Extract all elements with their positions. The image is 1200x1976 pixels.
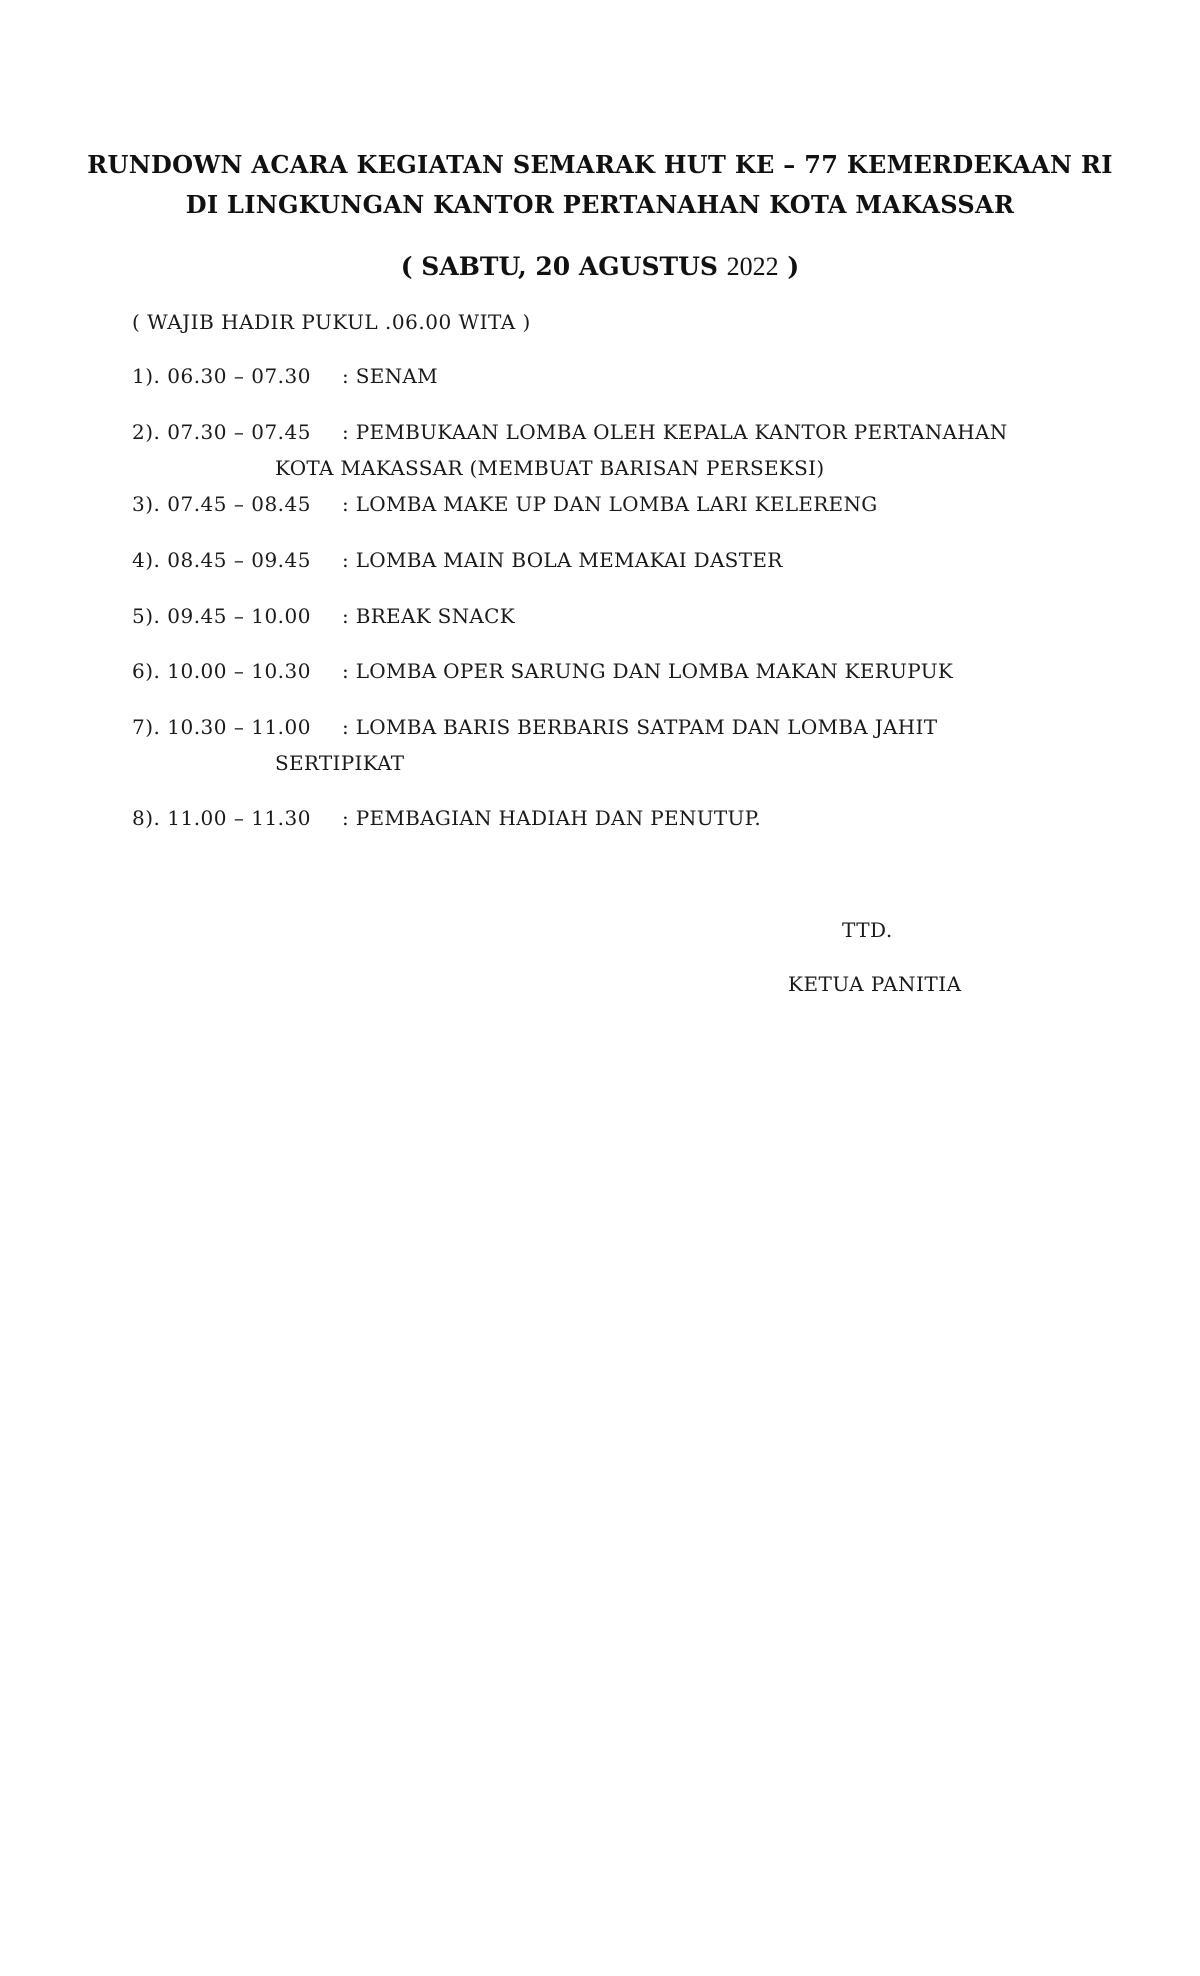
schedule-description: : PEMBUKAAN LOMBA OLEH KEPALA KANTOR PERTANAHAN [342, 420, 1008, 444]
schedule-description: : BREAK SNACK [342, 604, 515, 628]
document-title-line-1: RUNDOWN ACARA KEGIATAN SEMARAK HUT KE – 77 KEMERDEKAAN RI [87, 150, 1113, 179]
document-title-line-2: DI LINGKUNGAN KANTOR PERTANAHAN KOTA MAKASSAR [185, 190, 1015, 219]
schedule-time: 8). 11.00 – 11.30 [132, 806, 311, 830]
schedule-description: : LOMBA MAIN BOLA MEMAKAI DASTER [342, 548, 783, 572]
schedule-time: 2). 07.30 – 07.45 [132, 420, 311, 444]
signature-ttd: TTD. [842, 918, 893, 942]
schedule-description-continued: KOTA MAKASSAR (MEMBUAT BARISAN PERSEKSI) [275, 456, 825, 480]
schedule-description: : SENAM [342, 364, 438, 388]
schedule-time: 4). 08.45 – 09.45 [132, 548, 311, 572]
event-date-prefix: ( SABTU, 20 AGUSTUS [400, 252, 718, 281]
signature-role: KETUA PANITIA [788, 972, 962, 996]
attendance-notice: ( WAJIB HADIR PUKUL .06.00 WITA ) [132, 310, 531, 334]
event-date-year: 2022 [726, 252, 779, 281]
schedule-time: 6). 10.00 – 10.30 [132, 659, 311, 683]
schedule-description: : LOMBA MAKE UP DAN LOMBA LARI KELERENG [342, 492, 878, 516]
schedule-description: : PEMBAGIAN HADIAH DAN PENUTUP. [342, 806, 762, 830]
event-date [0, 252, 1200, 282]
schedule-description-continued: SERTIPIKAT [275, 751, 405, 775]
schedule-description: : LOMBA BARIS BERBARIS SATPAM DAN LOMBA JAHIT [342, 715, 938, 739]
schedule-time: 3). 07.45 – 08.45 [132, 492, 311, 516]
schedule-description: : LOMBA OPER SARUNG DAN LOMBA MAKAN KERUPUK [342, 659, 954, 683]
schedule-time: 7). 10.30 – 11.00 [132, 715, 311, 739]
event-date-suffix: ) [787, 252, 800, 281]
schedule-time: 1). 06.30 – 07.30 [132, 364, 311, 388]
schedule-time: 5). 09.45 – 10.00 [132, 604, 311, 628]
